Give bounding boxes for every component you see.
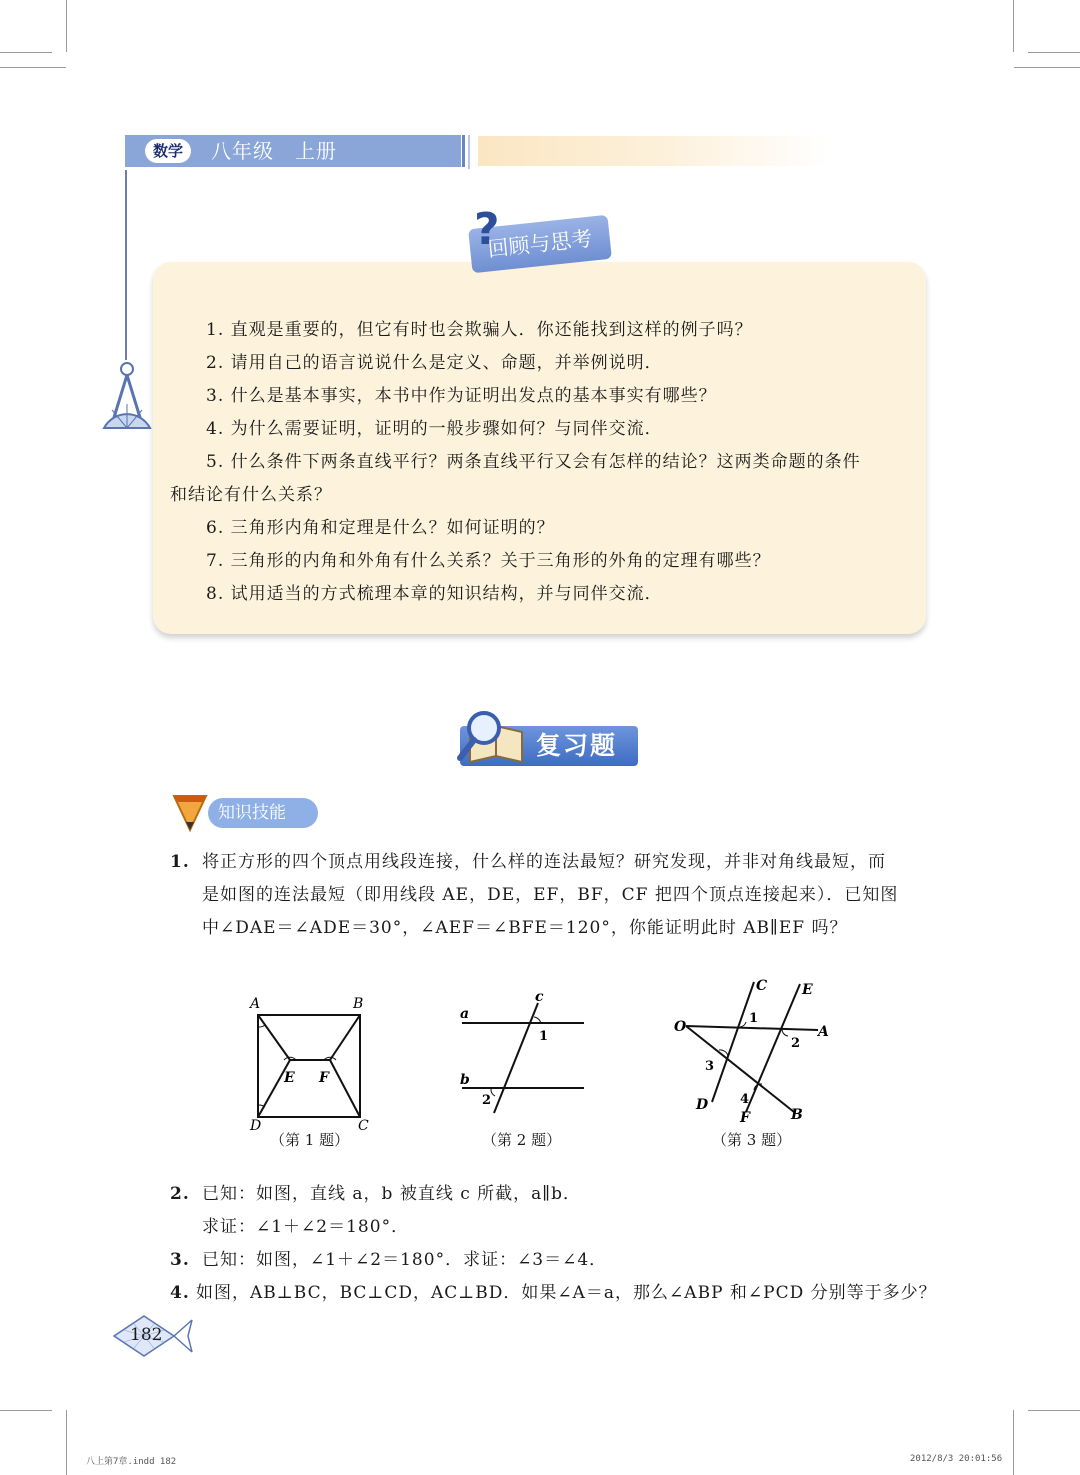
problem-number: 2.: [170, 1184, 190, 1204]
review-question: 6. 三角形内角和定理是什么？如何证明的？: [206, 518, 555, 538]
angle-label: 2: [791, 1036, 801, 1051]
exercise-title: 复习题: [536, 731, 618, 760]
header-decoration: [478, 136, 828, 166]
magnifier-book-icon: [452, 706, 528, 770]
review-question: 3. 什么是基本事实，本书中作为证明出发点的基本事实有哪些？: [206, 386, 717, 406]
point-label: O: [674, 1019, 687, 1035]
page-number-ornament: [110, 1312, 195, 1360]
figure-3-intersecting-lines: [670, 972, 840, 1132]
problem-text: 如图，AB⊥BC，BC⊥CD，AC⊥BD．如果∠A＝a，那么∠ABP 和∠PCD 分别等于多少？: [196, 1283, 937, 1303]
review-question: 1. 直观是重要的，但它有时也会欺骗人．你还能找到这样的例子吗？: [206, 320, 753, 340]
crop-mark: [0, 67, 66, 68]
problem-text: 已知：如图，直线 a，b 被直线 c 所截，a∥b．: [202, 1184, 582, 1204]
compass-icon: [100, 360, 154, 432]
point-label: B: [353, 996, 364, 1012]
footer-filename: 八上第7章.indd 182: [86, 1457, 177, 1467]
review-question: 8. 试用适当的方式梳理本章的知识结构，并与同伴交流．: [206, 584, 663, 604]
crop-mark: [1013, 0, 1014, 52]
point-label: D: [696, 1097, 709, 1113]
figure-1-square: [240, 990, 380, 1134]
crop-mark: [0, 52, 52, 53]
problem-text: 求证：∠1＋∠2＝180°．: [202, 1217, 410, 1237]
point-label: C: [756, 978, 768, 994]
point-label: D: [250, 1118, 262, 1134]
review-question: 4. 为什么需要证明，证明的一般步骤如何？与同伴交流．: [206, 419, 663, 439]
crop-mark: [66, 0, 67, 52]
point-label: F: [740, 1110, 750, 1126]
point-label: F: [319, 1070, 329, 1086]
angle-label: 2: [482, 1093, 492, 1108]
book-header: [125, 135, 461, 167]
line-label: a: [460, 1006, 470, 1022]
header-divider: [468, 135, 470, 169]
question-mark-icon: ?: [474, 204, 500, 255]
crop-mark: [1014, 67, 1080, 68]
pencil-tip-icon: [172, 790, 208, 832]
review-question: 5. 什么条件下两条直线平行？两条直线平行又会有怎样的结论？这两类命题的条件: [206, 452, 861, 472]
point-label: E: [802, 982, 813, 998]
angle-label: 1: [539, 1029, 549, 1044]
crop-mark: [1028, 1410, 1080, 1411]
figure-2-parallel-lines: [450, 988, 600, 1118]
margin-line: [125, 170, 127, 360]
problem-text: 是如图的连法最短（即用线段 AE，DE，EF，BF，CF 把四个顶点连接起来）．已知图: [202, 885, 899, 905]
figure-caption: （第 3 题）: [712, 1131, 792, 1149]
problem-number: 4.: [170, 1283, 190, 1303]
section-label: 知识技能: [208, 798, 318, 828]
point-label: B: [791, 1107, 803, 1123]
crop-mark: [0, 1410, 52, 1411]
line-label: c: [535, 989, 544, 1005]
problem-number: 1.: [170, 852, 190, 872]
review-question: 7. 三角形的内角和外角有什么关系？关于三角形的外角的定理有哪些？: [206, 551, 771, 571]
subject-badge: 数学: [145, 139, 191, 163]
review-title: 回顾与思考: [468, 215, 612, 273]
point-label: C: [358, 1118, 369, 1134]
point-label: A: [250, 996, 261, 1012]
header-divider: [462, 135, 465, 167]
line-label: b: [460, 1072, 470, 1088]
crop-mark: [1028, 52, 1080, 53]
problem-text: 已知：如图，∠1＋∠2＝180°．求证：∠3＝∠4．: [202, 1250, 608, 1270]
angle-label: 3: [705, 1059, 715, 1074]
grade-label: 八年级 上册: [211, 139, 337, 163]
point-label: E: [284, 1070, 295, 1086]
angle-label: 1: [749, 1011, 759, 1026]
point-label: A: [818, 1024, 829, 1040]
review-question: 和结论有什么关系？: [170, 485, 332, 505]
footer-timestamp: 2012/8/3 20:01:56: [910, 1454, 1003, 1464]
problem-number: 3.: [170, 1250, 190, 1270]
page-number: 182: [130, 1325, 163, 1345]
angle-label: 4: [740, 1092, 750, 1107]
problem-text: 中∠DAE＝∠ADE＝30°，∠AEF＝∠BFE＝120°，你能证明此时 AB∥EF 吗？: [202, 918, 848, 938]
problem-text: 将正方形的四个顶点用线段连接，什么样的连法最短？研究发现，并非对角线最短，而: [202, 852, 886, 872]
review-question: 2. 请用自己的语言说说什么是定义、命题，并举例说明．: [206, 353, 663, 373]
crop-mark: [66, 1410, 67, 1475]
figure-caption: （第 1 题）: [270, 1131, 350, 1149]
figure-caption: （第 2 题）: [482, 1131, 562, 1149]
crop-mark: [1013, 1410, 1014, 1475]
